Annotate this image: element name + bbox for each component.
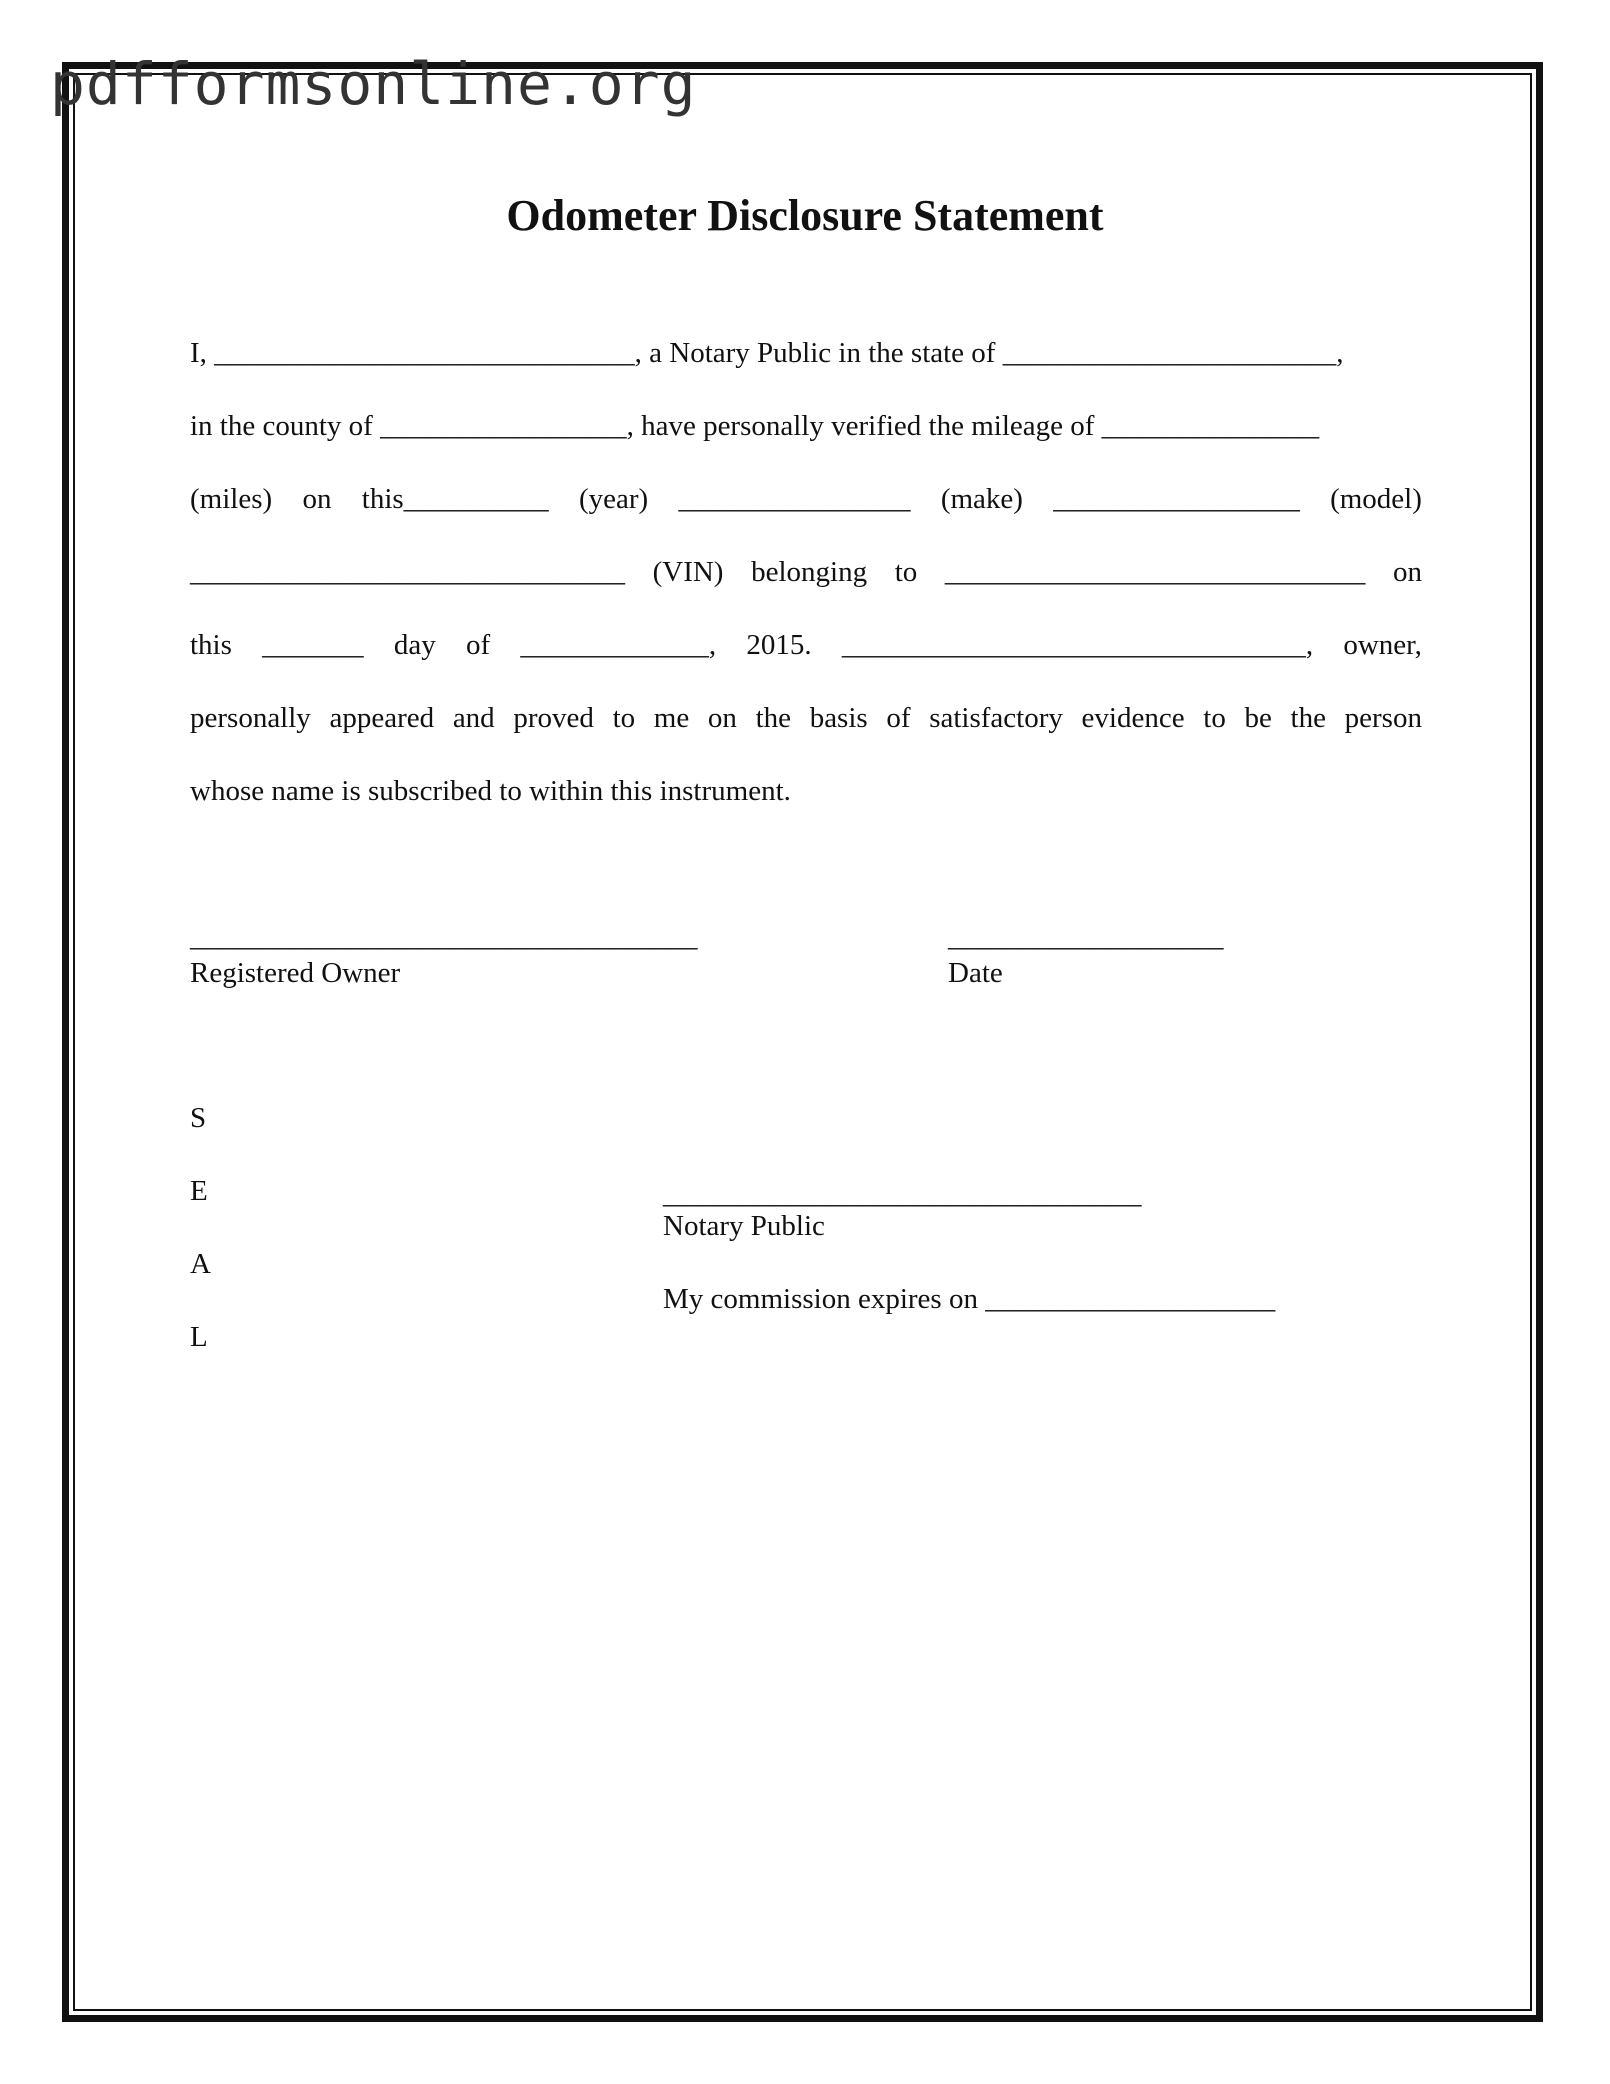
word: day — [393, 629, 436, 661]
statement-text: whose name is subscribed to within this instrument. — [190, 775, 791, 807]
statement-line-4 — [190, 552, 1422, 592]
seal-letter: A — [190, 1248, 211, 1280]
commission-expires-label: My commission expires on ____________________ — [663, 1283, 1276, 1315]
owner-blank: ________________________________, — [841, 629, 1314, 661]
word: on — [1392, 556, 1422, 588]
word: appeared — [329, 702, 435, 734]
word: to — [612, 702, 636, 734]
word: (make) — [940, 483, 1023, 515]
word: (VIN) — [652, 556, 724, 588]
day-blank: _______ — [262, 629, 364, 661]
statement-line-1 — [190, 333, 1422, 373]
word: 2015. — [746, 629, 812, 661]
word: the — [755, 702, 792, 734]
word: the — [1290, 702, 1326, 734]
model-blank: _________________ — [1053, 483, 1300, 515]
belonging-to-blank: _____________________________ — [944, 556, 1366, 588]
word: personally — [190, 702, 311, 734]
statement-line-6 — [190, 698, 1422, 738]
word: to — [1203, 702, 1226, 734]
word: person — [1344, 702, 1422, 734]
word: basis — [809, 702, 868, 734]
word: of — [886, 702, 911, 734]
word: and — [452, 702, 495, 734]
word: this — [190, 629, 232, 661]
seal-letter: E — [190, 1175, 208, 1207]
document-title: Odometer Disclosure Statement — [506, 191, 1104, 240]
make-blank: ________________ — [678, 483, 911, 515]
word: me — [653, 702, 690, 734]
date-signature-line: ___________________ — [948, 921, 1224, 953]
date-label: Date — [948, 957, 1003, 989]
seal-letter: S — [190, 1102, 207, 1134]
notary-signature-line: _________________________________ — [663, 1178, 1142, 1210]
word: (miles) — [190, 483, 273, 515]
word: of — [465, 629, 491, 661]
statement-text: I, _____________________________, a Notary Public in the state of _______________________, — [190, 337, 1344, 369]
word: on — [302, 483, 332, 515]
word: belonging — [751, 556, 868, 588]
statement-line-2 — [190, 406, 1422, 446]
word: to — [894, 556, 918, 588]
year-blank: this__________ — [361, 483, 549, 515]
month-blank: _____________, — [520, 629, 717, 661]
statement-text: in the county of _________________, have personally verified the mileage of _______________ — [190, 410, 1320, 442]
word: evidence — [1081, 702, 1185, 734]
statement-line-5 — [190, 625, 1422, 665]
notary-public-label: Notary Public — [663, 1210, 825, 1242]
word: satisfactory — [929, 702, 1063, 734]
vin-blank: ______________________________ — [190, 556, 625, 588]
word: on — [707, 702, 737, 734]
seal-letter: L — [190, 1321, 208, 1353]
owner-signature-line: ___________________________________ — [190, 921, 698, 953]
word: (year) — [579, 483, 649, 515]
statement-line-3 — [190, 479, 1422, 519]
word: proved — [513, 702, 594, 734]
word: (model) — [1330, 483, 1422, 515]
statement-line-7 — [190, 771, 1422, 811]
word: be — [1244, 702, 1272, 734]
word: owner, — [1343, 629, 1422, 661]
registered-owner-label: Registered Owner — [190, 957, 401, 989]
watermark: pdfformsonline.org — [50, 50, 697, 118]
